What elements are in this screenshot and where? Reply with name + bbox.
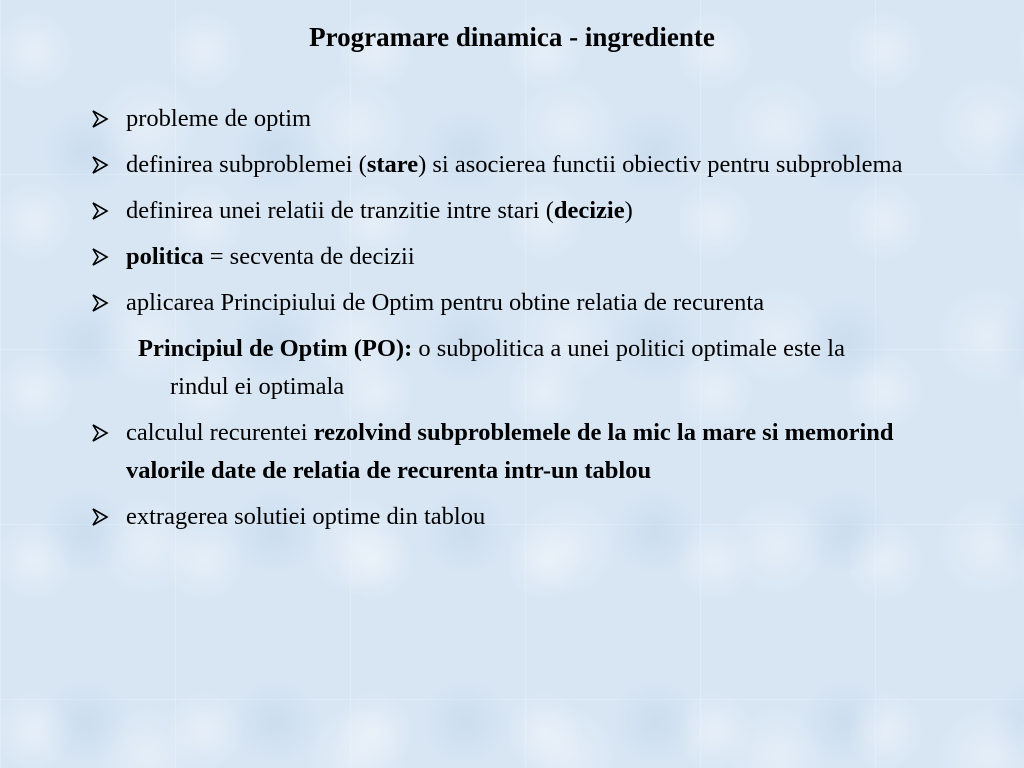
list-item <box>88 100 908 138</box>
principle-definition <box>88 330 908 406</box>
bullet-bold-text: decizie <box>553 197 625 224</box>
bullet-text: calculul recurentei <box>126 419 314 446</box>
arrow-bullet-icon <box>88 414 118 452</box>
bullet-bold-text: stare <box>366 151 419 178</box>
list-item <box>88 414 908 490</box>
principle-text: o subpolitica a unei politici optimale este la rindul ei optimala <box>170 335 845 400</box>
arrow-bullet-icon <box>88 498 118 536</box>
bullet-text: aplicarea Principiului de Optim pentru obtine relatia de recurenta <box>126 289 765 316</box>
bullet-list <box>88 100 908 544</box>
bullet-text: = secventa de decizii <box>203 243 415 270</box>
arrow-bullet-icon <box>88 238 118 276</box>
list-item <box>88 498 908 536</box>
arrow-bullet-icon <box>88 100 118 138</box>
bullet-bold-text: rezolvind subproblemele de la mic la mare si memorind valorile date de relatia de recurenta intr-un tablou <box>126 419 894 484</box>
list-item <box>88 238 908 276</box>
bullet-text: extragerea solutiei optime din tablou <box>126 503 486 530</box>
list-item <box>88 284 908 322</box>
arrow-bullet-icon <box>88 192 118 230</box>
bullet-text: definirea subproblemei ( <box>126 151 367 178</box>
bullet-text: ) <box>624 197 633 224</box>
list-item <box>88 146 908 184</box>
bullet-text: definirea unei relatii de tranzitie intre stari ( <box>126 197 554 224</box>
principle-title: Principiul de Optim (PO): <box>138 335 413 362</box>
list-item <box>88 192 908 230</box>
bullet-text: probleme de optim <box>126 105 312 132</box>
bullet-bold-text: politica <box>126 243 204 270</box>
bullet-text: ) si asocierea functii obiectiv pentru subproblema <box>418 151 903 178</box>
slide-title: Programare dinamica - ingrediente <box>309 22 715 52</box>
arrow-bullet-icon <box>88 146 118 184</box>
arrow-bullet-icon <box>88 284 118 322</box>
